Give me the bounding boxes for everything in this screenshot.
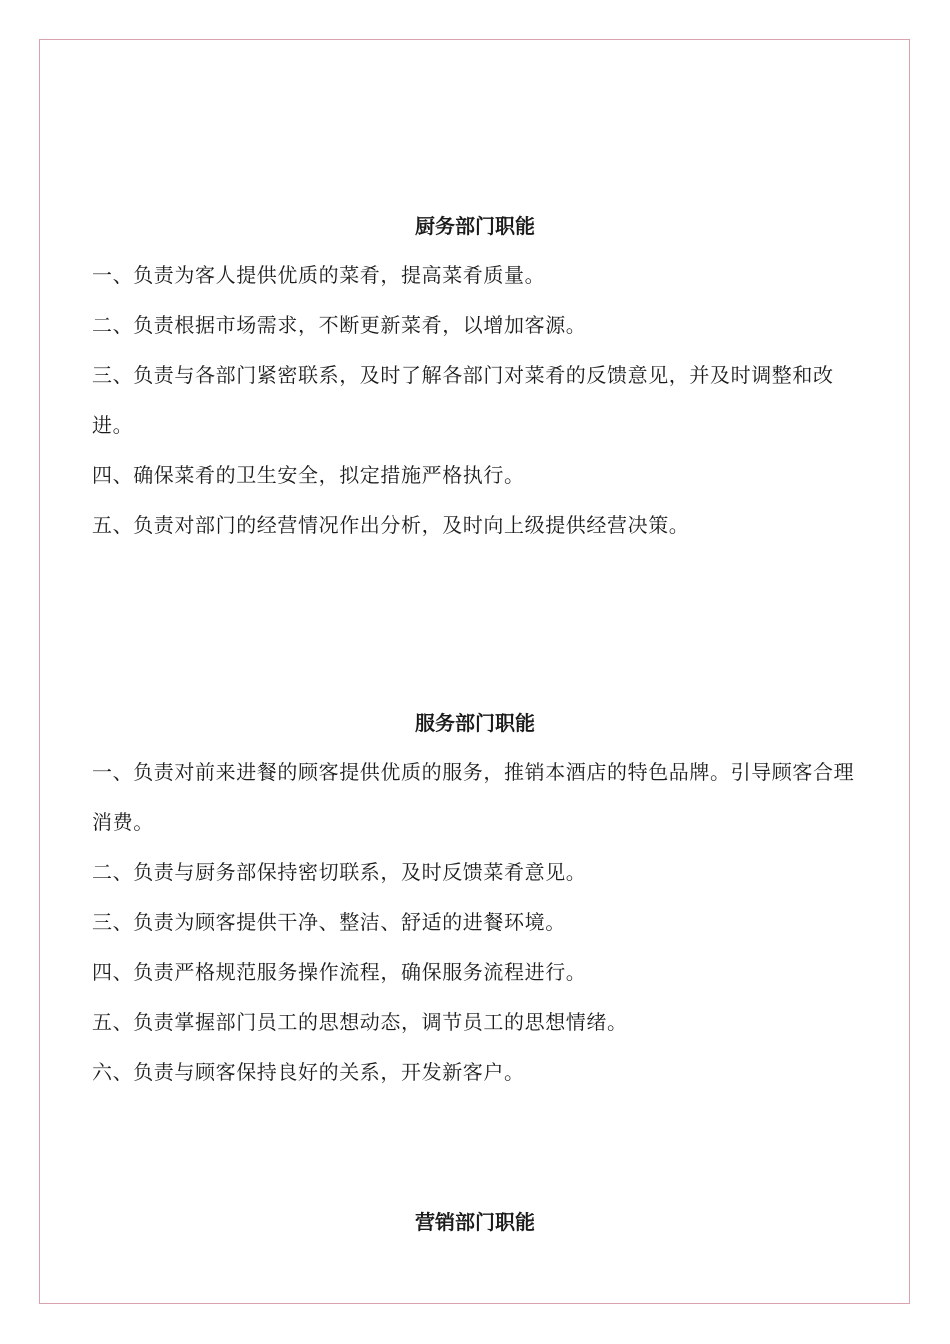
list-item: 一、负责对前来进餐的顾客提供优质的服务，推销本酒店的特色品牌。引导顾客合理消费。 xyxy=(92,760,855,834)
list-item: 四、负责严格规范服务操作流程，确保服务流程进行。 xyxy=(92,960,587,984)
kitchen-duties-list xyxy=(92,250,862,550)
list-item: 三、负责为顾客提供干净、整洁、舒适的进餐环境。 xyxy=(92,910,566,934)
list-item: 四、确保菜肴的卫生安全，拟定措施严格执行。 xyxy=(92,463,525,487)
service-duties-list xyxy=(92,747,862,1097)
list-item: 二、负责与厨务部保持密切联系，及时反馈菜肴意见。 xyxy=(92,860,587,884)
list-item: 五、负责对部门的经营情况作出分析，及时向上级提供经营决策。 xyxy=(92,513,690,537)
section-title-kitchen: 厨务部门职能 xyxy=(415,214,535,238)
list-item: 五、负责掌握部门员工的思想动态，调节员工的思想情绪。 xyxy=(92,1010,628,1034)
section-title-marketing: 营销部门职能 xyxy=(415,1210,535,1234)
list-item: 三、负责与各部门紧密联系，及时了解各部门对菜肴的反馈意见，并及时调整和改进。 xyxy=(92,363,834,437)
list-item: 六、负责与顾客保持良好的关系，开发新客户。 xyxy=(92,1060,525,1084)
list-item: 二、负责根据市场需求，不断更新菜肴，以增加客源。 xyxy=(92,313,587,337)
list-item: 一、负责为客人提供优质的菜肴，提高菜肴质量。 xyxy=(92,263,546,287)
section-title-service: 服务部门职能 xyxy=(415,711,535,735)
